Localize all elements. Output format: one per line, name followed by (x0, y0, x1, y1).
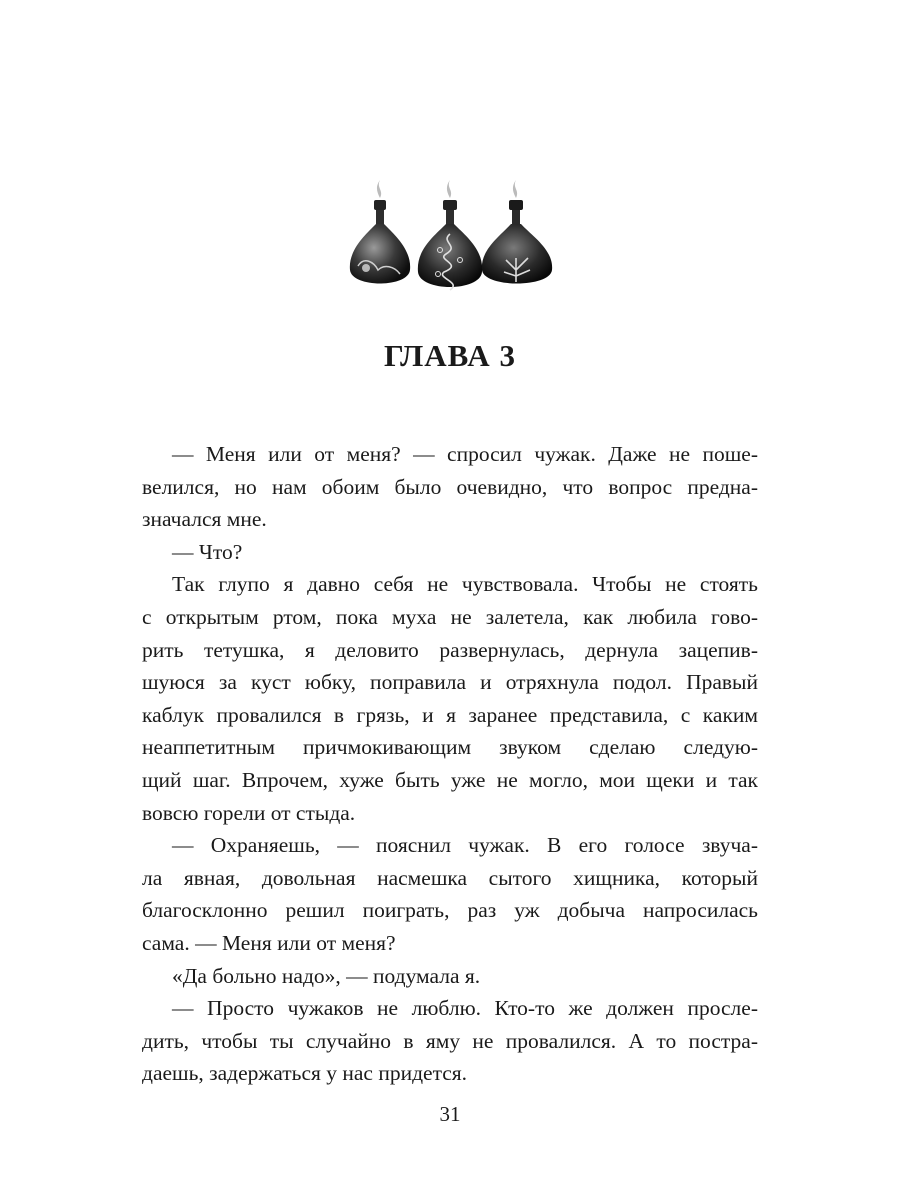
text-line: с открытым ртом, пока муха не залетела, как любила гово- (142, 604, 758, 629)
text-line: «Да больно надо», — подумала я. (172, 963, 481, 988)
text-line: — Охраняешь, — пояснил чужак. В его голосе звуча- (172, 833, 758, 858)
potion-bottles-icon (340, 178, 560, 302)
text-line: дить, чтобы ты случайно в яму не провалился. А то постра- (142, 1028, 758, 1053)
text-line: даешь, задержаться у нас придется. (142, 1061, 468, 1086)
text-line: каблук провалился в грязь, и я заранее представила, с каким (142, 702, 758, 727)
text-line: щий шаг. Впрочем, хуже быть уже не могло, мои щеки и так (142, 767, 758, 792)
text-line: сама. — Меня или от меня? (142, 930, 396, 955)
text-line: — Просто чужаков не люблю. Кто-то же должен просле- (172, 996, 758, 1021)
page-number: 31 (439, 1102, 461, 1126)
text-line: неаппетитным причмокивающим звуком сделаю следую- (142, 735, 758, 760)
text-line: значался мне. (142, 507, 267, 532)
potion-bottle-middle (418, 180, 482, 290)
text-line: велился, но нам обоим было очевидно, что вопрос предна- (142, 474, 758, 499)
chapter-body-text (142, 438, 758, 1090)
potion-bottles-illustration (340, 178, 560, 302)
text-line: Так глупо я давно себя не чувствовала. Чтобы не стоять (172, 572, 758, 597)
text-line: ла явная, довольная насмешка сытого хищника, который (142, 865, 758, 890)
text-line: шуюся за куст юбку, поправила и отряхнула подол. Правый (142, 670, 758, 695)
text-line: — Меня или от меня? — спросил чужак. Даже не поше- (172, 442, 758, 466)
potion-bottle-left (350, 180, 410, 284)
text-line: благосклонно решил поиграть, раз уж добыча напросилась (142, 898, 758, 923)
text-line: рить тетушка, я деловито развернулась, дернула зацепив- (142, 637, 758, 662)
text-line: вовсю горели от стыда. (142, 800, 356, 825)
potion-bottle-right (482, 180, 552, 284)
text-line: — Что? (172, 539, 243, 564)
chapter-title: ГЛАВА 3 (384, 338, 516, 373)
